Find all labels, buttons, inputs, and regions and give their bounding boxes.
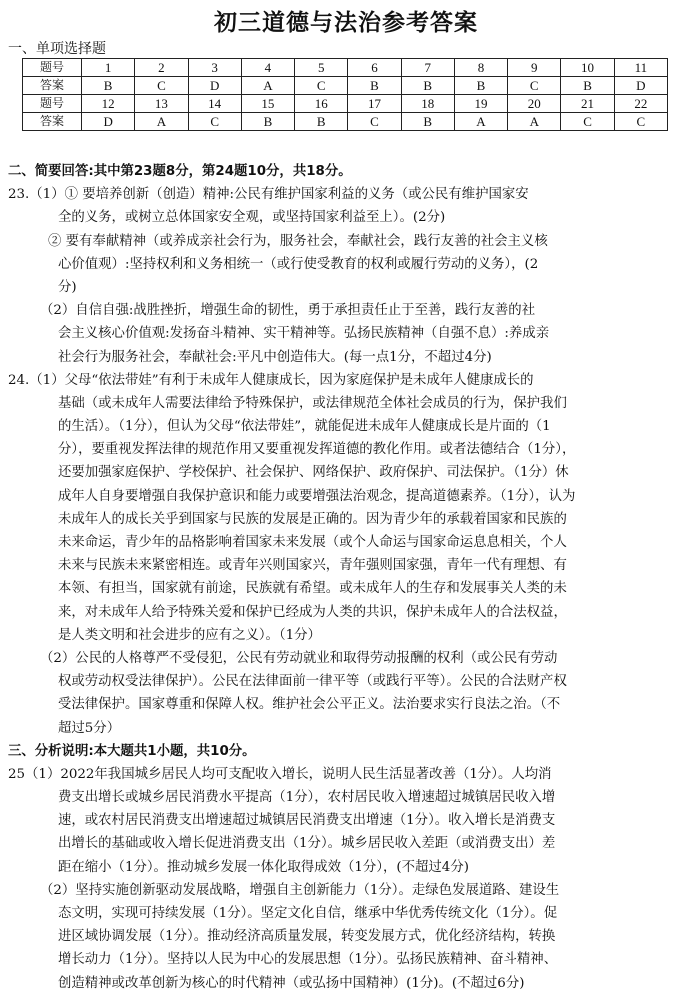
answer-body-text [8,160,680,995]
answer-line: （2）坚持实施创新驱动发展战略，增强自主创新能力（1分）。走绿色发展道路、建设生 [40,882,560,898]
table-cell: B [348,77,401,95]
table-cell: B [241,113,294,131]
answer-line: 进区域协调发展（1分）。推动经济高质量发展，转变发展方式，优化经济结构，转换 [58,929,556,945]
table-cell: C [348,113,401,131]
table-cell: B [454,77,507,95]
table-cell: B [561,77,614,95]
answer-line: 全的义务，或树立总体国家安全观，或坚持国家利益至上）。(2分) [58,210,446,226]
answer-line: 未来命运，青少年的品格影响着国家未来发展（或个人命运与国家命运息息相关，个人 [58,535,567,550]
table-cell: 22 [614,95,667,113]
row-label-question: 题号 [23,95,82,113]
table-cell: 13 [135,95,188,113]
answer-line: 增长动力（1分）。坚持以人民为中心的发展思想（1分）。弘扬民族精神、奋斗精神、 [58,952,558,968]
table-cell: 14 [188,95,241,113]
table-cell: 4 [241,59,294,77]
table-cell: 17 [348,95,401,113]
answer-line: 费支出增长或城乡居民消费水平提高（1分），农村居民收入增速超过城镇居民收入增 [58,790,556,806]
answer-line: 成年人自身要增强自我保护意识和能力或要增强法治观念，提高道德素养。（1分），认为 [58,488,576,504]
answer-line: 创造精神或改革创新为核心的时代精神（或弘扬中国精神）(1分)。(不超过6分) [58,975,525,991]
answer-line: 权或劳动权受法律保护）。公民在法律面前一律平等（或践行平等）。公民的合法财产权 [58,674,567,690]
answer-line: 速，或农村居民消费支出增速超过城镇居民消费支出增速（1分）。收入增长是消费支 [58,813,556,829]
table-cell: 10 [561,59,614,77]
table-cell: 1 [82,59,135,77]
answer-line: 态文明，实现可持续发展（1分）。坚定文化自信，继承中华优秀传统文化（1分）。促 [58,906,558,921]
table-cell: 15 [241,95,294,113]
answer-line: （2）自信自强:战胜挫折，增强生命的韧性，勇于承担责任止于至善，践行友善的社 [40,303,536,319]
answer-line: 超过5分） [58,720,121,736]
answer-line: 受法律保护。国家尊重和保障人权。维护社会公平正义。法治要求实行良法之治。（不 [58,697,561,713]
table-cell: C [135,77,188,95]
page-title: 初三道德与法治参考答案 [214,10,478,36]
table-cell: D [614,77,667,95]
table-cell: A [508,113,561,131]
answer-line: 基础（或未成年人需要法律给予特殊保护，或法律规范全体社会成员的行为，保护我们 [58,395,567,411]
table-cell: 12 [82,95,135,113]
table-cell: B [295,113,348,131]
answer-line: 未成年人的成长关乎到国家与民族的发展是正确的。因为青少年的承载着国家和民族的 [58,511,567,527]
table-cell: B [82,77,135,95]
answer-line: 本领、有担当，国家就有前途，民族就有希望。或未成年人的生存和发展事关人类的未 [58,581,567,597]
answer-line: 24.（1）父母“依法带娃”有利于未成年人健康成长，因为家庭保护是未成年人健康成长的 [8,372,534,388]
answer-line: 分) [58,279,77,295]
table-cell: 16 [295,95,348,113]
table-cell: 20 [508,95,561,113]
row-label-answer: 答案 [23,77,82,95]
answer-line: 社会行为服务社会，奉献社会:平凡中创造伟大。(每一点1分，不超过4分) [58,349,492,365]
answer-line: 出增长的基础或收入增长促进消费支出（1分）。城乡居民收入差距（或消费支出）差 [58,836,556,852]
table-cell: 21 [561,95,614,113]
answer-line: 25（1）2022年我国城乡居民人均可支配收入增长，说明人民生活显著改善（1分）。人均消 [8,766,552,782]
table-cell: 7 [401,59,454,77]
table-cell: D [82,113,135,131]
table-cell: 3 [188,59,241,77]
answer-line: 还要加强家庭保护、学校保护、社会保护、网络保护、政府保护、司法保护。（1分）休 [58,465,569,481]
table-cell: 5 [295,59,348,77]
table-cell: 19 [454,95,507,113]
table-row-answers-1 [23,77,668,95]
table-cell: B [401,113,454,131]
answer-line: 23.（1）① 要培养创新（创造）精神:公民有维护国家利益的义务（或公民有维护国家安 [8,187,529,203]
answer-line: （2）公民的人格尊严不受侵犯，公民有劳动就业和取得劳动报酬的权利（或公民有劳动 [40,650,558,666]
answer-line: 是人类文明和社会进步的应有之义）。（1分） [58,627,321,643]
answer-line: 距在缩小（1分）。推动城乡发展一体化取得成效（1分），(不超过4分) [58,859,469,875]
table-cell: A [241,77,294,95]
answer-line: 未来与民族未来紧密相连。或青年兴则国家兴，青年强则国家强，青年一代有理想、有 [58,558,567,574]
table-cell: 6 [348,59,401,77]
table-cell: C [508,77,561,95]
table-cell: 8 [454,59,507,77]
answer-line: 来，对未成年人给予特殊关爱和保护已经成为人类的共识，保护未成年人的合法权益， [58,604,567,620]
section-heading: 三、分析说明:本大题共1小题，共10分。 [8,743,256,759]
table-cell: 18 [401,95,454,113]
table-row-answers-2 [23,113,668,131]
section-heading: 二、简要回答:其中第23题8分，第24题10分，共18分。 [8,164,352,179]
section-1-heading: 一、单项选择题 [8,41,106,57]
table-cell: 9 [508,59,561,77]
table-row-question-numbers-1 [23,59,668,77]
table-cell: C [614,113,667,131]
table-cell: B [401,77,454,95]
table-row-question-numbers-2 [23,95,668,113]
table-cell: 2 [135,59,188,77]
table-cell: A [454,113,507,131]
answer-line: 的生活）。（1分），但认为父母“依法带娃”，就能促进未成年人健康成长是片面的（1 [58,419,551,435]
row-label-question: 题号 [23,59,82,77]
table-cell: C [188,113,241,131]
table-cell: C [295,77,348,95]
answer-table [22,58,668,131]
answer-line: 分），要重视发挥法律的规范作用又要重视发挥道德的教化作用。或者法德结合（1分）， [58,442,576,458]
row-label-answer: 答案 [23,113,82,131]
answer-line: 心价值观）:坚持权利和义务相统一（或行使受教育的权利或履行劳动的义务），(2 [58,256,539,272]
answer-line: ② 要有奉献精神（或养成亲社会行为，服务社会，奉献社会，践行友善的社会主义核 [48,233,548,249]
table-cell: C [561,113,614,131]
answer-line: 会主义核心价值观:发扬奋斗精神、实干精神等。弘扬民族精神（自强不息）:养成亲 [58,326,550,342]
table-cell: D [188,77,241,95]
table-cell: A [135,113,188,131]
table-cell: 11 [614,59,667,77]
